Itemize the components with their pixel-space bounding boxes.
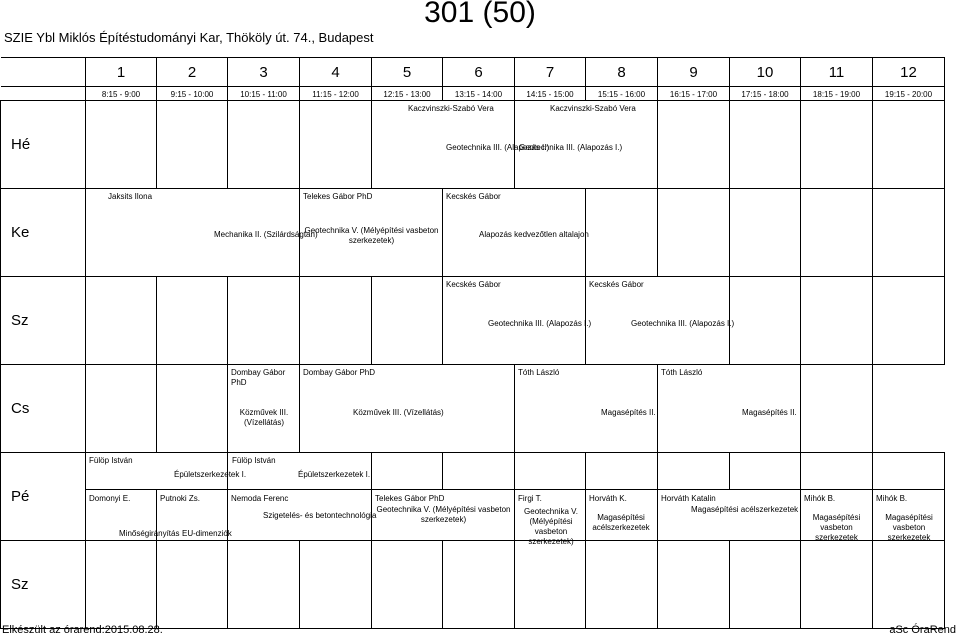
lesson-teacher: Dombay Gábor PhD [303,368,376,377]
lesson-teacher: Nemoda Ferenc [231,494,289,503]
lesson-block[interactable] [515,365,658,453]
period-number: 6 [443,58,515,87]
lesson-subject: Geotechnika III. (Alapozás I.) [519,143,623,152]
lesson-subject: EU-dimenziók [182,529,232,538]
period-number: 1 [86,58,157,87]
lesson-subject: Magasépítési vasbeton szerkezetek [885,513,933,542]
period-number: 12 [873,58,945,87]
lesson-teacher: Kecskés Gábor [446,280,501,289]
period-time: 13:15 - 14:00 [443,87,515,101]
lesson-subject: Magasépítési vasbeton szerkezetek [812,513,861,542]
generated-date: Elkészült az órarend:2015.08.28. [2,624,163,636]
lesson-block[interactable] [300,365,515,453]
lesson-teacher: Kecskés Gábor [589,280,644,289]
day-row-saturday [1,541,945,629]
lesson-subject: Magasépítési acélszerkezetek [691,505,799,514]
day-row-wednesday [1,277,945,365]
lesson-block[interactable] [86,189,318,277]
lesson-subject: Geotechnika V. (Mélyépítési vasbeton szerkezetek) [304,226,439,245]
lesson-block[interactable] [658,490,801,541]
lesson-teacher: Fülöp István [232,456,276,465]
lesson-teacher: Domonyi E. [89,494,131,503]
lesson-teacher: Telekes Gábor PhD [375,494,445,503]
lesson-block[interactable] [228,365,300,453]
lesson-subject: Közművek III. (Vízellátás) [353,408,444,417]
period-time: 17:15 - 18:00 [730,87,801,101]
day-label: Hé [1,101,86,189]
lesson-subject: Geotechnika III. (Alapozás I.) [631,319,735,328]
lesson-teacher: Fülöp István [89,456,133,465]
lesson-teacher: Tóth László [661,368,703,377]
day-row-thursday [1,365,945,453]
lesson-teacher: Kecskés Gábor [446,192,501,201]
lesson-block[interactable] [515,490,586,546]
period-time-row [1,87,945,101]
period-number: 8 [586,58,658,87]
lesson-teacher: Putnoki Zs. [160,494,201,503]
day-row-friday [1,453,945,490]
lesson-subject: Geotechnika III. (Alapozás I.) [446,143,550,152]
lesson-subject: Mechanika II. (Szilárdságtan) [214,230,318,239]
lesson-block[interactable] [801,490,873,541]
day-label: Sz [1,277,86,365]
lesson-block[interactable] [228,453,372,490]
day-label: Cs [1,365,86,453]
day-row-tuesday [1,189,945,277]
period-time: 12:15 - 13:00 [372,87,443,101]
site-title: SZIE Ybl Miklós Építéstudományi Kar, Thököly út. 74., Budapest [4,30,374,45]
lesson-block[interactable] [372,101,550,189]
lesson-block[interactable] [157,490,232,541]
lesson-block[interactable] [443,189,589,277]
lesson-teacher: Telekes Gábor PhD [303,192,373,201]
lesson-block[interactable] [372,490,515,541]
lesson-block[interactable] [658,365,801,453]
period-number: 9 [658,58,730,87]
lesson-teacher: Kaczvinszki-Szabó Vera [550,104,636,113]
lesson-subject: Alapozás kedvezőtlen altalajon [479,230,589,239]
period-time: 10:15 - 11:00 [228,87,300,101]
lesson-subject: Magasépítési acélszerkezetek [592,513,650,532]
period-number: 11 [801,58,873,87]
period-time: 16:15 - 17:00 [658,87,730,101]
lesson-block[interactable] [228,490,377,541]
lesson-block[interactable] [586,277,735,365]
lesson-subject: Geotechnika V. (Mélyépítési vasbeton szerkezetek) [524,507,578,546]
lesson-teacher: Dombay Gábor PhD [231,368,286,387]
period-time: 18:15 - 19:00 [801,87,873,101]
lesson-subject: Magasépítés II. [742,408,797,417]
period-time: 11:15 - 12:00 [300,87,372,101]
lesson-teacher: Jaksits Ilona [108,192,153,201]
lesson-subject: Épületszerkezetek I. [298,470,371,479]
period-time: 15:15 - 16:00 [586,87,658,101]
period-number: 7 [515,58,586,87]
day-row-monday [1,101,945,189]
period-number: 2 [157,58,228,87]
lesson-subject: Minőségirányítás [119,529,180,538]
lesson-teacher: Horváth Katalin [661,494,716,503]
room-title: 301 (50) [424,0,536,29]
lesson-subject: Magasépítés II. [601,408,656,417]
lesson-teacher: Horváth K. [589,494,627,503]
period-time: 19:15 - 20:00 [873,87,945,101]
lesson-block[interactable] [443,277,592,365]
period-time: 9:15 - 10:00 [157,87,228,101]
period-number: 4 [300,58,372,87]
day-label: Pé [1,453,86,541]
software-credit: aSc ÓraRend [889,624,956,636]
lesson-subject: Geotechnika III. (Alapozás I.) [488,319,592,328]
period-time: 8:15 - 9:00 [86,87,157,101]
lesson-teacher: Mihók B. [876,494,908,503]
lesson-block[interactable] [515,101,658,189]
lesson-subject: Közművek III. (Vízellátás) [239,408,289,427]
lesson-subject: Épületszerkezetek I. [174,470,247,479]
lesson-block[interactable] [86,453,247,490]
lesson-subject: Geotechnika V. (Mélyépítési vasbeton szerkezetek) [376,505,511,524]
period-number: 10 [730,58,801,87]
lesson-subject: Szigetelés- és betontechnológia [263,511,377,520]
period-number: 3 [228,58,300,87]
lesson-block[interactable] [86,490,180,541]
lesson-teacher: Kaczvinszki-Szabó Vera [408,104,494,113]
period-number-row [1,58,945,87]
period-time: 14:15 - 15:00 [515,87,586,101]
day-label: Ke [1,189,86,277]
lesson-block[interactable] [586,490,658,541]
period-number: 5 [372,58,443,87]
day-label: Sz [1,541,86,629]
lesson-teacher: Firgi T. [518,494,542,503]
day-row-friday-second [1,490,945,541]
lesson-teacher: Tóth László [518,368,560,377]
timetable-grid [0,57,945,629]
lesson-block[interactable] [300,189,443,277]
lesson-block[interactable] [873,490,945,541]
lesson-teacher: Mihók B. [804,494,836,503]
